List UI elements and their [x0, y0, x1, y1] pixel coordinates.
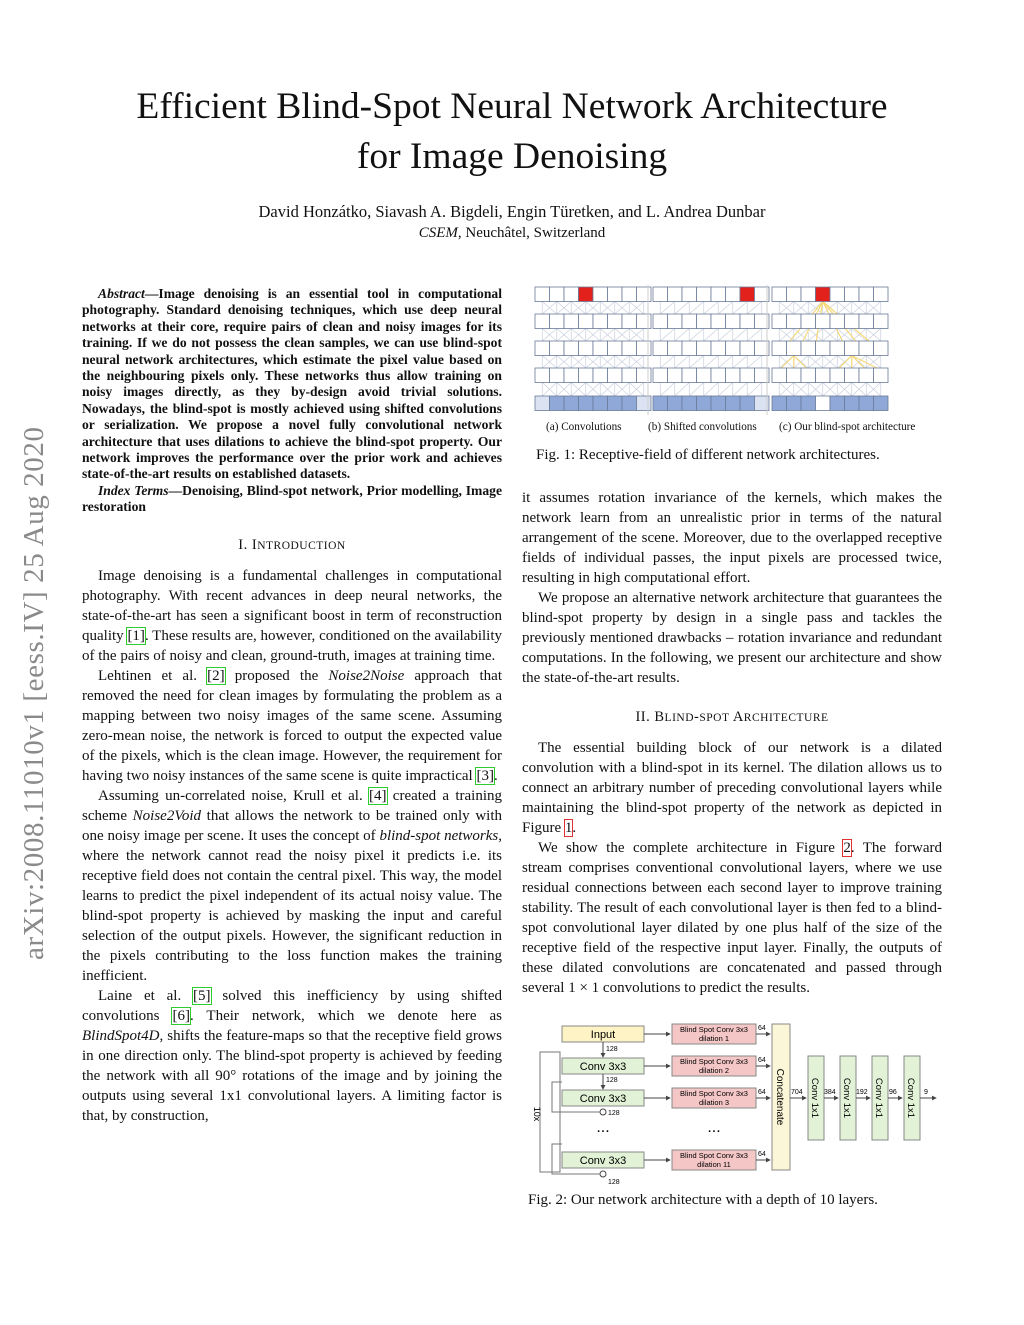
concatenate-label: Concatenate: [774, 1068, 785, 1126]
grid-cell: [772, 341, 787, 356]
grid-cell: [564, 287, 579, 302]
intro-paragraph-1: [82, 566, 502, 666]
conv-label-last: Conv 3x3: [579, 1155, 627, 1167]
grid-cell: [682, 368, 697, 383]
grid-cell: [740, 368, 755, 383]
grid-cell: [801, 287, 816, 302]
conv-label-2: Conv 3x3: [579, 1093, 627, 1105]
grid-cell: [845, 314, 860, 329]
text: , shifts the feature-maps so that the receptive field grows in one direction only. The blind-spot property is achieved by feeding the network with all 90° rotations of the image and by joining the outputs using several 1x1 convolutional layers. A limiting factor is that, by construction,: [82, 1027, 502, 1124]
section-number: I.: [238, 536, 252, 553]
abstract: [82, 286, 502, 483]
grid-cell: [726, 368, 741, 383]
connection-line: [675, 302, 690, 315]
receptive-field-panel-b: [653, 287, 769, 411]
grid-cell: [622, 287, 637, 302]
bs-dilation: dilation 1: [698, 1034, 730, 1043]
text: The essential building block of our network is a dilated convolution with a blind-spot in its kernel. The dilation allows us to connect an arbitrary number of preceding convolutional layers while maintaining the blind-spot property of the network as depicted in Figure: [522, 740, 942, 836]
grid-cell: [550, 368, 565, 383]
text: proposed the: [224, 667, 329, 684]
connection-line: [718, 302, 733, 315]
connection-line: [704, 356, 719, 369]
grid-cell: [682, 341, 697, 356]
citation-5[interactable]: [5]: [193, 987, 211, 1004]
grid-cell: [787, 314, 802, 329]
connection-line: [660, 356, 675, 369]
grid-cell: [668, 396, 683, 411]
channels-label: 64: [758, 1025, 766, 1032]
right-paragraph-1: it assumes rotation invariance of the kernels, which makes the network learn from an unrealistic prior in terms of the natural arrangement of the scene. Moreover, due to the overlapped receptive fields of individual passes, the input pixels are processed twice, resulting in high computational effort.: [522, 490, 942, 586]
grid-cell: [668, 314, 683, 329]
grid-cell: [535, 314, 550, 329]
figure-1: [530, 283, 940, 483]
conv-label-1: Conv 3x3: [579, 1061, 627, 1073]
abstract-text: —Image denoising is an essential tool in computational photography. Standard denoising techniques, which use deep neural networks at their core, require pairs of clean and noisy images for its training. If we do not possess the clean samples, we can use blind-spot neural network architectures, which estimate the pixel value based on the neighbouring pixels only. These networks thus allow training on noisy images directly, as they by-design avoid trivial solutions. Nowadays, the blind-spot is mostly achieved using shifted convolutions or serialization. We propose a novel fully convolutional network architecture that uses dilations to achieve the blind-spot property. Our network improves the performance over the prior work and achieves state-of-the-art results on established datasets.: [82, 286, 502, 482]
grid-cell: [593, 341, 608, 356]
grid-cell: [845, 368, 860, 383]
section-letter: A: [732, 709, 744, 725]
grid-cell: [787, 341, 802, 356]
grid-cell: [622, 314, 637, 329]
grid-cell: [550, 341, 565, 356]
citation-6[interactable]: [6]: [172, 1007, 190, 1024]
section-rest: LIND: [664, 712, 695, 724]
text: Image denoising is a fundamental challenges in computational photography. With recent advances in deep neural networks, the state-of-the-art has seen a significant boost in term of reconstruction quality: [82, 567, 502, 644]
grid-cell: [535, 341, 550, 356]
grid-cell: [801, 341, 816, 356]
connection-line: [733, 302, 748, 315]
grid-cell: [726, 396, 741, 411]
grid-cell: [726, 287, 741, 302]
grid-cell: [682, 314, 697, 329]
bs-dilation: dilation 3: [698, 1098, 730, 1107]
ellipsis-left: ...: [596, 1119, 610, 1136]
connection-line: [660, 329, 675, 342]
grid-cell: [682, 396, 697, 411]
connection-line: [733, 329, 748, 342]
citation-4[interactable]: [4]: [369, 787, 387, 804]
grid-cell: [845, 287, 860, 302]
grid-cell: [859, 314, 874, 329]
index-terms-text: —Denoising, Blind-spot network, Prior modelling, Image restoration: [82, 482, 502, 515]
grid-cell: [608, 287, 623, 302]
right-paragraph-2: We propose an alternative network architecture that guarantees the blind-spot property by design in a single pass and tackles the previously mentioned drawbacks – rotation invariance and redundant computations. In the following, we present our architecture and show the state-of-the-art results.: [522, 590, 942, 686]
grid-cell: [711, 368, 726, 383]
grid-cell: [564, 396, 579, 411]
left-column: [82, 286, 502, 1126]
channels-label: 128: [606, 1046, 618, 1053]
output-pixel: [740, 287, 755, 302]
grid-cell: [859, 396, 874, 411]
citation-1[interactable]: [1]: [127, 627, 145, 644]
bs-title: Blind Spot Conv 3x3: [680, 1025, 748, 1034]
figure-ref-1[interactable]: 1: [564, 820, 573, 836]
grid-cell: [772, 368, 787, 383]
section-rest: NTRODUCTION: [257, 539, 346, 552]
connection-line: [689, 356, 704, 369]
grid-cell: [535, 396, 550, 411]
channels-label: 9: [924, 1089, 928, 1096]
grid-cell: [859, 341, 874, 356]
grid-cell: [711, 287, 726, 302]
text: . These results are, however, conditioned on the availability of the pairs of noisy and clean, ground-truth, images at training time.: [82, 627, 502, 664]
text: Lehtinen et al.: [98, 667, 208, 684]
blind-spot-conv-2: [672, 1056, 756, 1076]
grid-cell: [697, 396, 712, 411]
grid-cell: [593, 287, 608, 302]
grid-cell: [608, 314, 623, 329]
channels-label: 704: [791, 1089, 803, 1096]
grid-cell: [668, 341, 683, 356]
text: Laine et al.: [98, 987, 194, 1004]
channels-label: 64: [758, 1151, 766, 1158]
grid-cell: [682, 287, 697, 302]
bs-dilation: dilation 11: [697, 1160, 731, 1169]
output-pixel: [816, 287, 831, 302]
right-column: [522, 488, 942, 998]
connection-line: [675, 383, 690, 397]
section-first-letter: I: [251, 536, 258, 553]
input-label: Input: [590, 1029, 616, 1041]
grid-cell: [653, 396, 668, 411]
connection-line: [747, 383, 762, 397]
channels-label: 192: [856, 1089, 868, 1096]
grid-cell: [608, 341, 623, 356]
grid-cell: [622, 396, 637, 411]
grid-cell: [697, 368, 712, 383]
grid-cell: [697, 341, 712, 356]
receptive-field-panel-a: [535, 287, 651, 411]
subcaption-a: (a) Convolutions: [546, 421, 622, 433]
channels-label: 128: [606, 1077, 618, 1084]
grid-cell: [637, 368, 652, 383]
grid-cell: [845, 396, 860, 411]
grid-cell: [830, 368, 845, 383]
bs-title: Blind Spot Conv 3x3: [680, 1057, 748, 1066]
grid-cell: [830, 396, 845, 411]
section-number: II.: [635, 709, 655, 725]
conv1x1-label-1: Conv 1x1: [809, 1077, 820, 1119]
grid-cell: [653, 314, 668, 329]
text: . The forward stream comprises conventional convolutional layers, where we use residual connections between each second layer to improve training stability. The result of each convolutional layer is then fed to a blind-spot convolutional layer dilated by one plus half of the size of the receptive field of the respective input layer. Finally, the outputs of these dilated convolutions are concatenated and passed through several 1 × 1 convolutions to predict the results.: [522, 840, 942, 996]
grid-cell: [874, 396, 889, 411]
figure-1-caption: Fig. 1: Receptive-field of different network architectures.: [536, 447, 880, 463]
figure-2: [522, 1018, 942, 1218]
blind-spot-conv-11: [672, 1150, 756, 1170]
grid-cell: [801, 314, 816, 329]
abstract-label: Abstract: [98, 286, 145, 301]
grid-cell: [816, 368, 831, 383]
grid-cell: [711, 396, 726, 411]
connection-line: [747, 329, 762, 342]
grid-cell: [579, 396, 594, 411]
affiliation-place: , Neuchâtel, Switzerland: [457, 225, 606, 241]
grid-cell: [579, 314, 594, 329]
figure-1-receptive-field-diagram: [530, 283, 940, 443]
grid-cell: [668, 287, 683, 302]
connection-line: [675, 329, 690, 342]
section-dash: -: [694, 709, 700, 725]
grid-cell: [593, 368, 608, 383]
text: created a training scheme: [82, 787, 502, 824]
conv1x1-label-2: Conv 1x1: [841, 1077, 852, 1119]
conv1x1-label-3: Conv 1x1: [873, 1077, 884, 1119]
text: solved this inefficiency by using shifted convolutions: [82, 987, 502, 1024]
figure-2-architecture-diagram: [522, 1018, 942, 1188]
connection-line: [704, 302, 719, 315]
grid-cell: [787, 287, 802, 302]
channels-label: 64: [758, 1089, 766, 1096]
channels-label: 128: [608, 1179, 620, 1186]
title-line-1: Efficient Blind-Spot Neural Network Architecture: [136, 86, 888, 127]
channels-label: 128: [608, 1110, 620, 1117]
grid-cell: [874, 368, 889, 383]
grid-cell: [726, 314, 741, 329]
grid-cell: [550, 396, 565, 411]
section-rest: RCHITECTURE: [743, 712, 829, 724]
grid-cell: [801, 368, 816, 383]
output-pixel: [579, 287, 594, 302]
grid-cell: [711, 341, 726, 356]
term-blindspot4d: BlindSpot4D: [82, 1027, 160, 1044]
grid-cell: [608, 368, 623, 383]
channels-label: 64: [758, 1057, 766, 1064]
grid-cell: [787, 396, 802, 411]
term-blindspot-networks: blind-spot networks: [379, 827, 499, 844]
connection-line: [733, 383, 748, 397]
title-line-2: for Image Denoising: [356, 136, 668, 177]
grid-cell: [874, 314, 889, 329]
connection-line: [718, 356, 733, 369]
connection-line: [689, 329, 704, 342]
text: approach that removed the need for clean images by formulating the problem as a mapping between two noisy images of the same scene. Assuming zero-mean noise, the network is forced to output the expected value of the pixels, which is the clean image. However, the requirement for having two noisy instances of the same scene is quite impractical: [82, 667, 502, 784]
connection-line: [689, 302, 704, 315]
bs-title: Blind Spot Conv 3x3: [680, 1151, 748, 1160]
residual-add-node: [600, 1109, 606, 1115]
grid-cell: [859, 368, 874, 383]
grid-cell: [637, 314, 652, 329]
grid-cell: [787, 368, 802, 383]
grid-cell: [697, 287, 712, 302]
grid-cell: [874, 341, 889, 356]
connection-line: [660, 383, 675, 397]
connection-line: [733, 356, 748, 369]
subcaption-b: (b) Shifted convolutions: [648, 421, 757, 433]
intro-paragraph-3: [82, 786, 502, 986]
grid-cell: [579, 368, 594, 383]
grid-cell: [816, 396, 831, 411]
grid-cell: [874, 287, 889, 302]
grid-cell: [711, 314, 726, 329]
grid-cell: [845, 341, 860, 356]
grid-cell: [593, 314, 608, 329]
connection-line: [689, 383, 704, 397]
section-rest: SPOT: [699, 712, 730, 724]
grid-cell: [726, 341, 741, 356]
grid-cell: [830, 287, 845, 302]
figure-2-caption: Fig. 2: Our network architecture with a depth of 10 layers.: [528, 1192, 878, 1208]
arch-paragraph-2: [522, 838, 942, 998]
grid-cell: [830, 341, 845, 356]
grid-cell: [579, 341, 594, 356]
conv1x1-label-4: Conv 1x1: [905, 1077, 916, 1119]
grid-cell: [859, 287, 874, 302]
term-noise2void: Noise2Void: [132, 807, 201, 824]
term-noise2noise: Noise2Noise: [328, 667, 405, 684]
figure-ref-2[interactable]: 2: [843, 840, 851, 856]
ellipsis-middle: ...: [707, 1119, 721, 1136]
text: We show the complete architecture in Figure: [538, 840, 844, 856]
grid-cell: [697, 314, 712, 329]
grid-cell: [622, 368, 637, 383]
intro-paragraph-2: [82, 666, 502, 786]
arxiv-identifier: arXiv:2008.11010v1 [eess.IV] 25 Aug 2020: [18, 426, 50, 960]
channels-label: 384: [824, 1089, 836, 1096]
connection-line: [718, 383, 733, 397]
grid-cell: [535, 287, 550, 302]
grid-cell: [772, 314, 787, 329]
bs-dilation: dilation 2: [698, 1066, 730, 1075]
grid-cell: [564, 341, 579, 356]
connection-line: [660, 302, 675, 315]
grid-cell: [622, 341, 637, 356]
grid-cell: [550, 287, 565, 302]
paper-title: [80, 82, 944, 182]
blind-spot-conv-1: [672, 1024, 756, 1044]
grid-cell: [740, 314, 755, 329]
text: , where the network cannot read the noisy pixel it predicts i.e. its receptive field does not contain the central pixel. This way, the model learns to predict the pixel independent of its actual noisy value. The blind-spot property is achieved by masking the input and careful selection of the output pixels. However, the significant reduction in the pixels contributing to the loss function makes the training inefficient.: [82, 827, 502, 984]
text: . Their network, which we denote here as: [189, 1007, 502, 1024]
grid-cell: [637, 396, 652, 411]
blind-spot-conv-3: [672, 1088, 756, 1108]
arch-paragraph-1: [522, 738, 942, 838]
section-heading-architecture: [522, 707, 942, 728]
connection-line: [675, 356, 690, 369]
connection-line: [704, 383, 719, 397]
affiliation-org: CSEM: [418, 225, 458, 241]
bs-title: Blind Spot Conv 3x3: [680, 1089, 748, 1098]
text: .: [572, 820, 577, 836]
connection-line: [704, 329, 719, 342]
grid-cell: [564, 368, 579, 383]
affiliation: [80, 225, 944, 242]
subcaption-c: (c) Our blind-spot architecture: [779, 421, 916, 433]
grid-cell: [740, 396, 755, 411]
section-heading-introduction: [82, 535, 502, 556]
grid-cell: [740, 341, 755, 356]
grid-cell: [830, 314, 845, 329]
grid-cell: [637, 287, 652, 302]
grid-cell: [535, 368, 550, 383]
citation-2[interactable]: [2]: [207, 667, 225, 684]
grid-cell: [564, 314, 579, 329]
repeat-label: 10x: [532, 1106, 542, 1122]
grid-cell: [653, 287, 668, 302]
residual-add-node: [600, 1171, 606, 1177]
intro-paragraph-4: [82, 986, 502, 1126]
receptive-field-panel-c: [772, 287, 888, 411]
grid-cell: [816, 341, 831, 356]
channels-label: 96: [889, 1089, 897, 1096]
connection-line: [747, 302, 762, 315]
text: Assuming un-correlated noise, Krull et al.: [98, 787, 370, 804]
grid-cell: [668, 368, 683, 383]
grid-cell: [593, 396, 608, 411]
grid-cell: [653, 341, 668, 356]
text: .: [493, 767, 498, 784]
connection-line: [747, 356, 762, 369]
text: that allows the network to be trained only with one noisy image per scene. It uses the concept of: [82, 807, 502, 844]
connection-line: [718, 329, 733, 342]
index-terms-label: Index Terms: [98, 482, 169, 498]
grid-cell: [772, 287, 787, 302]
grid-cell: [637, 341, 652, 356]
author-list: David Honzátko, Siavash A. Bigdeli, Engin Türetken, and L. Andrea Dunbar: [258, 202, 766, 221]
citation-3[interactable]: [3]: [476, 767, 494, 784]
grid-cell: [772, 396, 787, 411]
section-letter: B: [654, 709, 665, 725]
grid-cell: [550, 314, 565, 329]
grid-cell: [608, 396, 623, 411]
grid-cell: [801, 396, 816, 411]
grid-cell: [816, 314, 831, 329]
grid-cell: [653, 368, 668, 383]
index-terms: [82, 483, 502, 516]
